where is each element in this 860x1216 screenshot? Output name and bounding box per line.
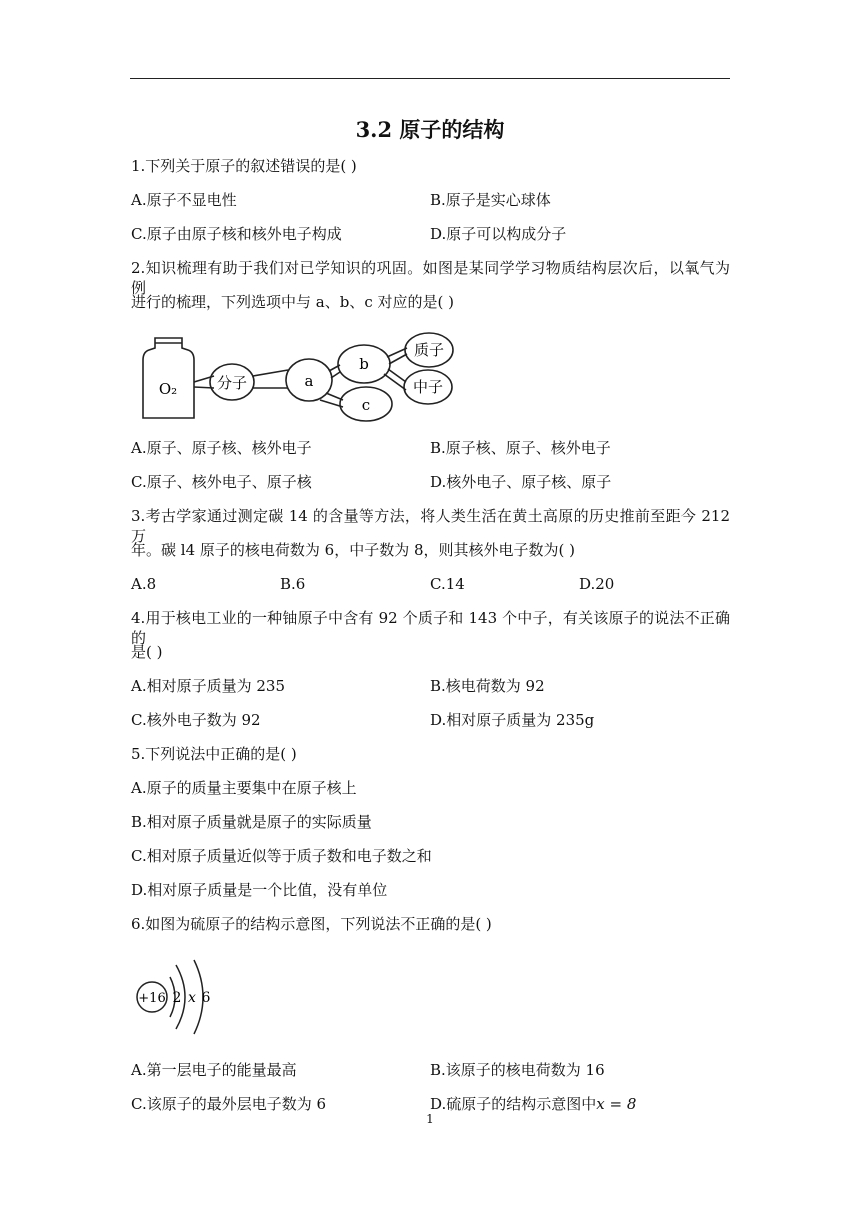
q3-option-d: D.20 xyxy=(579,575,615,593)
neutron-label: 中子 xyxy=(412,378,444,396)
q4-option-c: C.核外电子数为 92 xyxy=(131,711,261,729)
proton-label: 质子 xyxy=(413,341,445,359)
q3-option-b: B.6 xyxy=(280,575,306,593)
q6-option-b: B.该原子的核电荷数为 16 xyxy=(430,1061,605,1079)
q6-option-d-math: x = 8 xyxy=(596,1095,637,1113)
q2-option-c: C.原子、核外电子、原子核 xyxy=(131,473,312,491)
q1-option-a: A.原子不显电性 xyxy=(131,191,237,209)
q3-option-c: C.14 xyxy=(430,575,465,593)
gas-bottle-icon xyxy=(143,338,194,418)
question-6-stem: 6.如图为硫原子的结构示意图，下列说法不正确的是( ) xyxy=(131,915,492,933)
q4-option-d: D.相对原子质量为 235g xyxy=(430,711,595,729)
q1-option-c: C.原子由原子核和核外电子构成 xyxy=(131,225,342,243)
shell-1-count: 2 xyxy=(172,990,182,1006)
q5-option-d: D.相对原子质量是一个比值，没有单位 xyxy=(131,881,388,899)
q2-option-d: D.核外电子、原子核、原子 xyxy=(430,473,612,491)
q5-option-b: B.相对原子质量就是原子的实际质量 xyxy=(131,813,372,831)
bottle-label: O₂ xyxy=(158,380,178,398)
q6-option-d-text: D.硫原子的结构示意图中 xyxy=(430,1095,597,1113)
shell-2-count: x xyxy=(188,990,196,1006)
q3-option-a: A.8 xyxy=(131,575,157,593)
page-title: 3.2 原子的结构 xyxy=(355,117,505,142)
molecule-label: 分子 xyxy=(216,374,248,392)
question-3-stem-line1: 3.考古学家通过测定碳 14 的含量等方法，将人类生活在黄土高原的历史推前至距今 212 万 xyxy=(131,507,730,545)
q6-option-d xyxy=(430,1094,636,1114)
q1-option-b: B.原子是实心球体 xyxy=(430,191,551,209)
question-4-stem-line2: 是( ) xyxy=(131,643,163,661)
page-number: 1 xyxy=(426,1112,434,1126)
q4-option-a: A.相对原子质量为 235 xyxy=(131,677,285,695)
q2-option-a: A.原子、原子核、核外电子 xyxy=(131,439,312,457)
label-b: b xyxy=(359,355,369,373)
q6-option-c: C.该原子的最外层电子数为 6 xyxy=(131,1095,327,1113)
q5-option-a: A.原子的质量主要集中在原子核上 xyxy=(131,779,357,797)
question-4-stem-line1: 4.用于核电工业的一种铀原子中含有 92 个质子和 143 个中子，有关该原子的说法不正确的 xyxy=(131,609,730,647)
question-1-stem: 1.下列关于原子的叙述错误的是( ) xyxy=(131,157,357,175)
q2-option-b: B.原子核、原子、核外电子 xyxy=(430,439,611,457)
question-2-stem-line1: 2.知识梳理有助于我们对已学知识的巩固。如图是某同学学习物质结构层次后，以氧气为例 xyxy=(131,259,730,297)
label-c: c xyxy=(361,396,371,414)
question-2-stem-line2: 进行的梳理，下列选项中与 a、b、c 对应的是( ) xyxy=(131,293,454,311)
nucleus-charge: +16 xyxy=(138,991,166,1006)
label-a: a xyxy=(304,372,314,390)
q6-option-a: A.第一层电子的能量最高 xyxy=(131,1061,297,1079)
question-5-stem: 5.下列说法中正确的是( ) xyxy=(131,745,297,763)
shell-3-count: 6 xyxy=(201,990,211,1006)
q5-option-c: C.相对原子质量近似等于质子数和电子数之和 xyxy=(131,847,432,865)
q4-option-b: B.核电荷数为 92 xyxy=(430,677,545,695)
q1-option-d: D.原子可以构成分子 xyxy=(430,225,567,243)
question-3-stem-line2: 年。碳 l4 原子的核电荷数为 6，中子数为 8，则其核外电子数为( ) xyxy=(131,541,575,559)
